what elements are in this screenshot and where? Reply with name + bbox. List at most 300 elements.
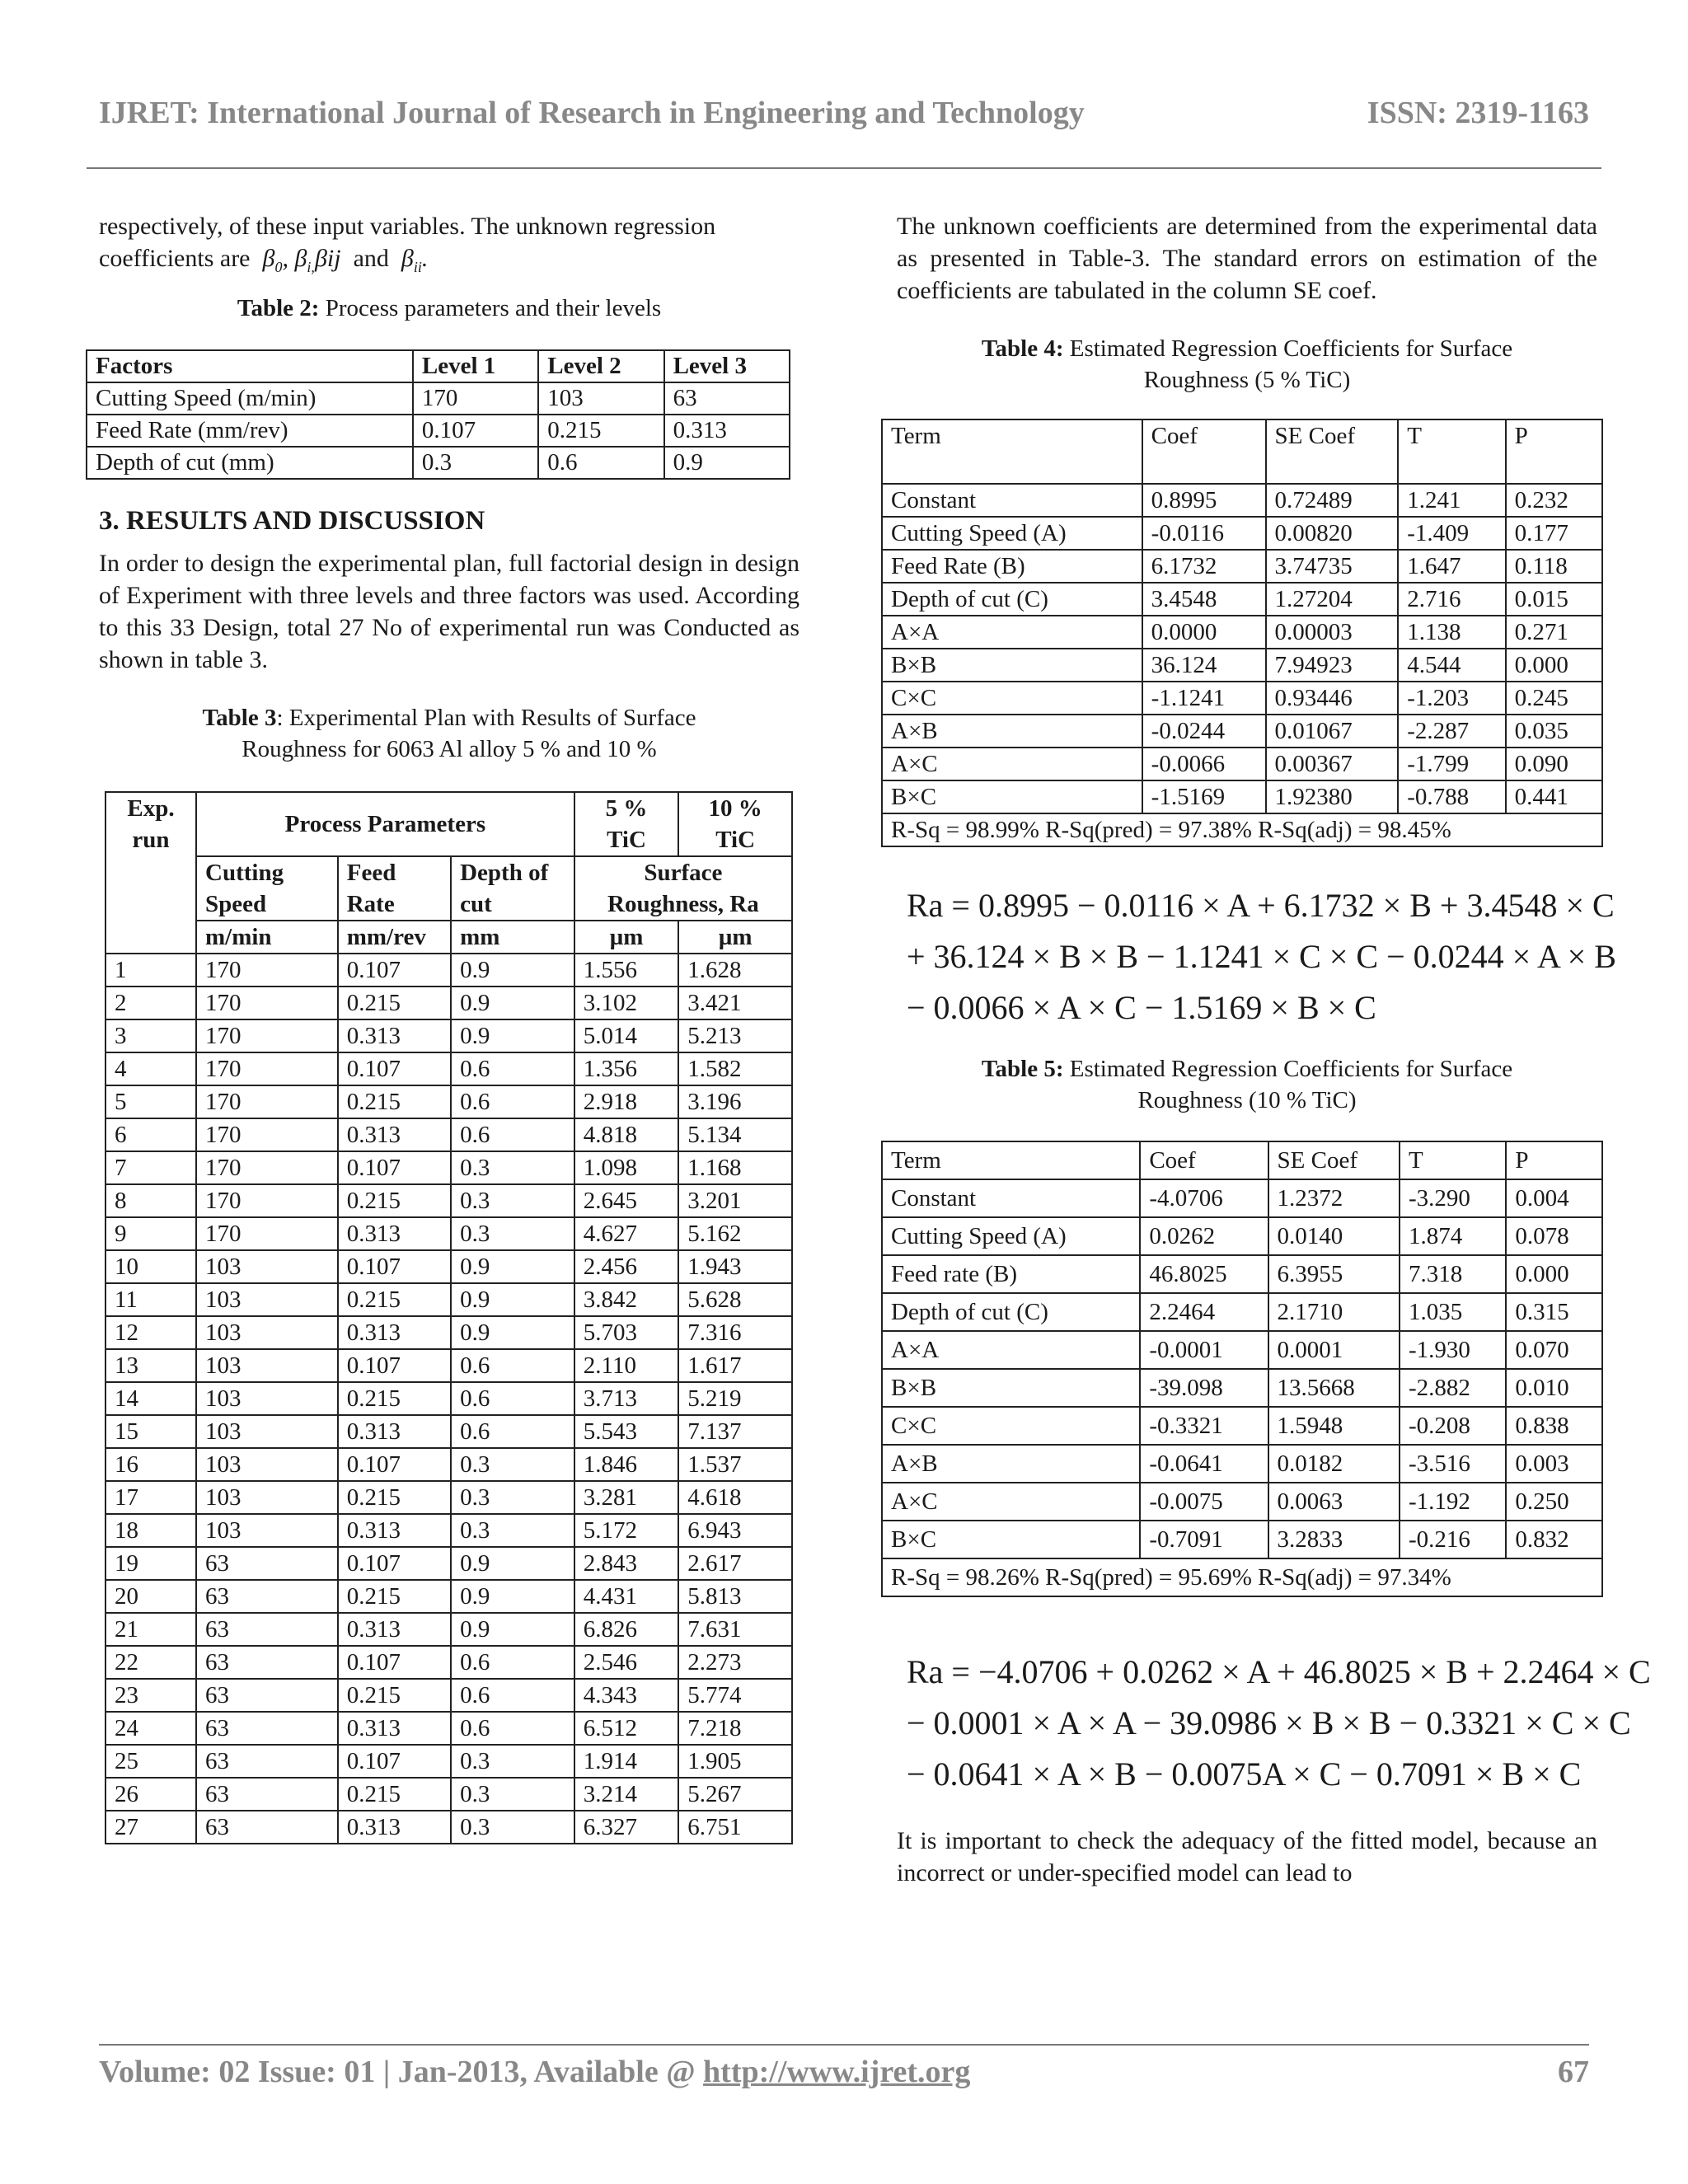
table-row xyxy=(882,1331,1602,1369)
table-cell: -4.0706 xyxy=(1140,1179,1268,1217)
table-cell: 0.3 xyxy=(451,1481,574,1514)
table-cell: 0.9 xyxy=(451,1547,574,1580)
table-cell: 5.213 xyxy=(678,1019,792,1052)
table-row xyxy=(882,1521,1602,1558)
table-cell: 0.6 xyxy=(538,447,663,479)
table-cell: 1.647 xyxy=(1398,550,1505,583)
table-cell: 170 xyxy=(196,1019,338,1052)
table-cell: 0.107 xyxy=(338,1448,451,1481)
table-cell: 3.842 xyxy=(574,1283,679,1316)
table-cell: 0.00003 xyxy=(1266,616,1399,649)
table-cell: 63 xyxy=(196,1679,338,1712)
th-unit-feed: mm/rev xyxy=(338,921,451,954)
table-cell: 7 xyxy=(106,1151,196,1184)
table-cell: 2.110 xyxy=(574,1349,679,1382)
table-cell: 21 xyxy=(106,1613,196,1646)
table-cell: 0.3 xyxy=(451,1514,574,1547)
table-cell: 4.818 xyxy=(574,1118,679,1151)
table-row xyxy=(106,1646,792,1679)
table-row xyxy=(882,649,1602,682)
table-cell: 170 xyxy=(196,954,338,987)
table-cell: 170 xyxy=(196,1217,338,1250)
table-cell: 1.27204 xyxy=(1266,583,1399,616)
table-cell: B×B xyxy=(882,649,1142,682)
journal-title: IJRET: International Journal of Research in Engineering and Technology xyxy=(99,96,1085,130)
table-cell: 1.914 xyxy=(574,1745,679,1778)
table-row xyxy=(882,484,1602,517)
table-cell: -1.799 xyxy=(1398,748,1505,780)
table-cell: Feed Rate (B) xyxy=(882,550,1142,583)
table-cell: 103 xyxy=(196,1514,338,1547)
table-cell: 0.0140 xyxy=(1268,1217,1400,1255)
table-cell: 18 xyxy=(106,1514,196,1547)
table-cell: 0.8995 xyxy=(1142,484,1266,517)
left-column xyxy=(96,210,799,1844)
table-cell: 14 xyxy=(106,1382,196,1415)
table-cell: 0.315 xyxy=(1506,1293,1602,1331)
table-row xyxy=(106,1580,792,1613)
table-row xyxy=(882,715,1602,748)
th-cutting-speed: Cutting Speed xyxy=(196,856,338,921)
table3-caption: Table 3: Experimental Plan with Results of Surface Roughness for 6063 Al alloy 5 % and 10 % xyxy=(202,705,696,762)
table-cell: 0.215 xyxy=(338,987,451,1019)
table-row xyxy=(882,780,1602,813)
table-cell: 0.215 xyxy=(538,415,663,447)
table-row xyxy=(106,1283,792,1316)
table-cell: 170 xyxy=(413,382,538,415)
table-cell: 0.177 xyxy=(1506,517,1602,550)
right-column xyxy=(891,210,1651,1889)
table-cell: 5.162 xyxy=(678,1217,792,1250)
table-cell: 13 xyxy=(106,1349,196,1382)
table-cell: 2.1710 xyxy=(1268,1293,1400,1331)
table-cell: 0.6 xyxy=(451,1382,574,1415)
table-cell: 5.774 xyxy=(678,1679,792,1712)
table-cell: 63 xyxy=(196,1580,338,1613)
table-row xyxy=(106,1415,792,1448)
table-cell: 0.107 xyxy=(338,1151,451,1184)
table-cell: 0.313 xyxy=(338,1316,451,1349)
table-row xyxy=(106,1250,792,1283)
footer-volume: Volume: 02 Issue: 01 | Jan-2013, Available @ http://www.ijret.org xyxy=(99,2055,971,2089)
page-header xyxy=(99,95,1589,131)
table-cell: 0.9 xyxy=(451,1019,574,1052)
table-cell: 8 xyxy=(106,1184,196,1217)
table-row xyxy=(882,550,1602,583)
table-row xyxy=(882,616,1602,649)
table-cell: 3.214 xyxy=(574,1778,679,1811)
table-row xyxy=(882,1217,1602,1255)
table-cell: 3.201 xyxy=(678,1184,792,1217)
table-cell: 26 xyxy=(106,1778,196,1811)
table-cell: -0.0075 xyxy=(1140,1483,1268,1521)
table-cell: 0.0262 xyxy=(1140,1217,1268,1255)
table-cell: 0.6 xyxy=(451,1415,574,1448)
table3 xyxy=(105,791,793,1844)
table-cell: 5.543 xyxy=(574,1415,679,1448)
table-cell: 0.6 xyxy=(451,1349,574,1382)
table-cell: 0.313 xyxy=(338,1217,451,1250)
table-cell: 1.943 xyxy=(678,1250,792,1283)
table-cell: 0.107 xyxy=(338,1547,451,1580)
table-row xyxy=(106,1679,792,1712)
intro-paragraph: respectively, of these input variables. The unknown regression coefficients are $\beta_0$, $\beta_{i,}\beta ij$ and $\beta_{ii}$. xyxy=(99,213,716,275)
table-cell: 103 xyxy=(196,1316,338,1349)
table-row xyxy=(882,1255,1602,1293)
table-cell: 46.8025 xyxy=(1140,1255,1268,1293)
th-unit-depth: mm xyxy=(451,921,574,954)
table-cell: 0.090 xyxy=(1506,748,1602,780)
table-cell: 0.070 xyxy=(1506,1331,1602,1369)
table-cell: 11 xyxy=(106,1283,196,1316)
table-cell: -0.0001 xyxy=(1140,1331,1268,1369)
table-cell: 0.9 xyxy=(451,1613,574,1646)
table-cell: 6 xyxy=(106,1118,196,1151)
table-cell: -1.203 xyxy=(1398,682,1505,715)
table-cell: B×C xyxy=(882,1521,1140,1558)
table-cell: 0.215 xyxy=(338,1184,451,1217)
table-cell: -3.290 xyxy=(1400,1179,1506,1217)
th-5-tic: 5 % TiC xyxy=(574,792,679,856)
table-cell: 0.107 xyxy=(338,1646,451,1679)
table-cell: 63 xyxy=(196,1613,338,1646)
table-cell: 63 xyxy=(196,1745,338,1778)
right-intro-paragraph: The unknown coefficients are determined from the experimental data as presented in Table-3. The standard errors on estimation of the coefficients are tabulated in the column SE coef. xyxy=(897,213,1597,304)
table-cell: 0.3 xyxy=(451,1184,574,1217)
table-cell: 0.72489 xyxy=(1266,484,1399,517)
table2 xyxy=(86,349,790,480)
table-cell: Cutting Speed (A) xyxy=(882,1217,1140,1255)
table-cell: 0.838 xyxy=(1506,1407,1602,1445)
table-cell: -1.5169 xyxy=(1142,780,1266,813)
table-cell: 5.219 xyxy=(678,1382,792,1415)
table-cell: 2.918 xyxy=(574,1085,679,1118)
table-header-cell: SE Coef xyxy=(1266,419,1399,484)
table-row xyxy=(87,415,790,447)
table-cell: 3.102 xyxy=(574,987,679,1019)
table-header-cell: T xyxy=(1398,419,1505,484)
table-cell: 1.556 xyxy=(574,954,679,987)
table-cell: 36.124 xyxy=(1142,649,1266,682)
table-cell: 24 xyxy=(106,1712,196,1745)
table-cell: 0.9 xyxy=(451,1250,574,1283)
table-cell: -0.216 xyxy=(1400,1521,1506,1558)
table-summary-row xyxy=(882,813,1602,846)
table-header-cell: Factors xyxy=(87,350,413,382)
table-row xyxy=(106,1448,792,1481)
table-cell: 7.318 xyxy=(1400,1255,1506,1293)
table-cell: 103 xyxy=(196,1415,338,1448)
table-cell: 1.356 xyxy=(574,1052,679,1085)
table-cell: 0.215 xyxy=(338,1778,451,1811)
table-cell: Depth of cut (C) xyxy=(882,1293,1140,1331)
table-row xyxy=(106,1085,792,1118)
table-cell: A×A xyxy=(882,1331,1140,1369)
table-cell: 63 xyxy=(196,1811,338,1844)
th-process-params: Process Parameters xyxy=(196,792,574,856)
table-cell: 0.6 xyxy=(451,1118,574,1151)
table-summary-row xyxy=(882,1558,1602,1596)
table-cell: 3.196 xyxy=(678,1085,792,1118)
page-footer xyxy=(99,2054,1589,2090)
table-cell: 0.0000 xyxy=(1142,616,1266,649)
table-cell: 3.2833 xyxy=(1268,1521,1400,1558)
table-cell: 0.3 xyxy=(451,1217,574,1250)
table-cell: 2 xyxy=(106,987,196,1019)
table-cell: 103 xyxy=(196,1382,338,1415)
table-cell: 7.218 xyxy=(678,1712,792,1745)
table-cell: 5.813 xyxy=(678,1580,792,1613)
table-row xyxy=(882,1483,1602,1521)
issn: ISSN: 2319-1163 xyxy=(1367,96,1589,130)
table-cell: Depth of cut (C) xyxy=(882,583,1142,616)
table-cell: A×B xyxy=(882,1445,1140,1483)
table-cell: 103 xyxy=(196,1448,338,1481)
table-cell: 0.118 xyxy=(1506,550,1602,583)
table-cell: 1.874 xyxy=(1400,1217,1506,1255)
table-cell: 0.00367 xyxy=(1266,748,1399,780)
table-cell: 7.94923 xyxy=(1266,649,1399,682)
table-cell: 7.137 xyxy=(678,1415,792,1448)
table-header-cell: Level 2 xyxy=(538,350,663,382)
table-cell: 0.0001 xyxy=(1268,1331,1400,1369)
table-row xyxy=(882,517,1602,550)
table-cell: 103 xyxy=(538,382,663,415)
page-number: 67 xyxy=(1558,2055,1589,2089)
table-cell: 1.2372 xyxy=(1268,1179,1400,1217)
th-surface-roughness: Surface Roughness, Ra xyxy=(574,856,792,921)
table-cell: -1.409 xyxy=(1398,517,1505,550)
table-cell: 15 xyxy=(106,1415,196,1448)
table-cell: Feed Rate (mm/rev) xyxy=(87,415,413,447)
table-cell: 0.010 xyxy=(1506,1369,1602,1407)
table-cell: A×B xyxy=(882,715,1142,748)
table-row xyxy=(106,1019,792,1052)
table-cell: -0.3321 xyxy=(1140,1407,1268,1445)
table-cell: 27 xyxy=(106,1811,196,1844)
journal-link[interactable]: http://www.ijret.org xyxy=(703,2055,971,2089)
table-cell: 0.000 xyxy=(1506,1255,1602,1293)
table4-caption: Table 4: Estimated Regression Coefficients for Surface Roughness (5 % TiC) xyxy=(981,335,1513,393)
table-cell: 5.267 xyxy=(678,1778,792,1811)
table-row xyxy=(882,1293,1602,1331)
table-cell: 6.512 xyxy=(574,1712,679,1745)
table-cell: A×A xyxy=(882,616,1142,649)
table-row xyxy=(882,1445,1602,1483)
table-cell: 0.107 xyxy=(338,1052,451,1085)
table-cell: 0.9 xyxy=(451,1580,574,1613)
table-cell: 0.004 xyxy=(1506,1179,1602,1217)
table-cell: 19 xyxy=(106,1547,196,1580)
table-cell: 17 xyxy=(106,1481,196,1514)
equation-10-tic: Ra = −4.0706 + 0.0262 × A + 46.8025 × B + 2.2464 × C − 0.0001 × A × A − 39.0986 × B × B − 0.3321 × C × C − 0.0641 × A × B − 0.0075A × C − 0.7091 × B × C xyxy=(907,1653,1651,1793)
table-cell: 170 xyxy=(196,987,338,1019)
closing-paragraph: It is important to check the adequacy of the fitted model, because an incorrect or under-specified model can lead to xyxy=(897,1827,1597,1886)
th-unit-10: µm xyxy=(678,921,792,954)
table-cell: C×C xyxy=(882,682,1142,715)
table-cell: 170 xyxy=(196,1184,338,1217)
table-cell: 0.3 xyxy=(451,1745,574,1778)
table-cell: 170 xyxy=(196,1085,338,1118)
table-row xyxy=(882,1179,1602,1217)
table-cell: -0.0641 xyxy=(1140,1445,1268,1483)
table-cell: -0.0116 xyxy=(1142,517,1266,550)
table-cell: 2.617 xyxy=(678,1547,792,1580)
table-cell: 0.313 xyxy=(338,1415,451,1448)
table-cell: -1.1241 xyxy=(1142,682,1266,715)
table-cell: 0.313 xyxy=(338,1514,451,1547)
table-cell: 0.6 xyxy=(451,1712,574,1745)
table-cell: 6.943 xyxy=(678,1514,792,1547)
table-cell: 103 xyxy=(196,1250,338,1283)
table-row xyxy=(106,1481,792,1514)
table-cell: 0.107 xyxy=(338,954,451,987)
table-cell: 5.172 xyxy=(574,1514,679,1547)
table-cell: 0.215 xyxy=(338,1382,451,1415)
table-cell: 3.421 xyxy=(678,987,792,1019)
table-row xyxy=(106,1811,792,1844)
th-10-tic: 10 % TiC xyxy=(678,792,792,856)
section-heading: 3. RESULTS AND DISCUSSION xyxy=(99,506,485,536)
table-cell: 0.000 xyxy=(1506,649,1602,682)
table-cell: 1.617 xyxy=(678,1349,792,1382)
table-header-cell: P xyxy=(1506,419,1602,484)
table-cell: 4.618 xyxy=(678,1481,792,1514)
table-cell: 0.250 xyxy=(1506,1483,1602,1521)
table-cell: 3.713 xyxy=(574,1382,679,1415)
table-cell: 0.215 xyxy=(338,1481,451,1514)
table-row xyxy=(87,447,790,479)
table-cell: 0.0063 xyxy=(1268,1483,1400,1521)
table-cell: 0.6 xyxy=(451,1052,574,1085)
table-cell: 0.003 xyxy=(1506,1445,1602,1483)
table-cell: Cutting Speed (A) xyxy=(882,517,1142,550)
table-cell: 1.92380 xyxy=(1266,780,1399,813)
table-row xyxy=(106,1184,792,1217)
table-cell: 0.6 xyxy=(451,1646,574,1679)
table-cell: -2.287 xyxy=(1398,715,1505,748)
table-cell: 3.4548 xyxy=(1142,583,1266,616)
table-cell: 3.74735 xyxy=(1266,550,1399,583)
table-cell: 3 xyxy=(106,1019,196,1052)
table-row xyxy=(106,1349,792,1382)
table-row xyxy=(106,1514,792,1547)
table4 xyxy=(881,419,1603,847)
table-cell: 1 xyxy=(106,954,196,987)
table-cell: 10 xyxy=(106,1250,196,1283)
table-cell: 0.107 xyxy=(338,1745,451,1778)
table-header-cell: Coef xyxy=(1142,419,1266,484)
table-cell: 1.241 xyxy=(1398,484,1505,517)
table-cell: 0.035 xyxy=(1506,715,1602,748)
table-cell: 7.316 xyxy=(678,1316,792,1349)
table-cell: 20 xyxy=(106,1580,196,1613)
table-cell: 0.313 xyxy=(338,1811,451,1844)
table-cell: 0.9 xyxy=(664,447,790,479)
th-unit-speed: m/min xyxy=(196,921,338,954)
table-cell: 5.014 xyxy=(574,1019,679,1052)
table-cell: 0.215 xyxy=(338,1580,451,1613)
table-cell: 6.3955 xyxy=(1268,1255,1400,1293)
table-cell: 7.631 xyxy=(678,1613,792,1646)
table-cell: 4.627 xyxy=(574,1217,679,1250)
table-cell: 0.832 xyxy=(1506,1521,1602,1558)
table-cell: 170 xyxy=(196,1151,338,1184)
table-cell: -1.192 xyxy=(1400,1483,1506,1521)
table-row xyxy=(882,583,1602,616)
table-cell: 0.107 xyxy=(338,1349,451,1382)
table-row xyxy=(106,1778,792,1811)
table-cell: 1.628 xyxy=(678,954,792,987)
table-cell: -0.7091 xyxy=(1140,1521,1268,1558)
table-cell: 25 xyxy=(106,1745,196,1778)
table-header-cell: Term xyxy=(882,1141,1140,1179)
table-cell: 6.1732 xyxy=(1142,550,1266,583)
table-cell: 63 xyxy=(196,1712,338,1745)
table-cell: 1.846 xyxy=(574,1448,679,1481)
table-header-cell: Level 3 xyxy=(664,350,790,382)
table-cell: 103 xyxy=(196,1283,338,1316)
table-row xyxy=(882,1407,1602,1445)
table-cell: 5.628 xyxy=(678,1283,792,1316)
table-cell: 1.035 xyxy=(1400,1293,1506,1331)
section-paragraph: In order to design the experimental plan, full factorial design in design of Experiment with three levels and three factors was used. According to this 33 Design, total 27 No of experimental run was Conducted as shown in table 3. xyxy=(99,550,799,673)
table-cell: 0.9 xyxy=(451,1283,574,1316)
table-cell: 0.015 xyxy=(1506,583,1602,616)
table-cell: 22 xyxy=(106,1646,196,1679)
table-cell: 0.9 xyxy=(451,987,574,1019)
table-header-cell: P xyxy=(1506,1141,1602,1179)
table-cell: C×C xyxy=(882,1407,1140,1445)
table-row xyxy=(106,1151,792,1184)
table-cell: B×C xyxy=(882,780,1142,813)
th-unit-5: µm xyxy=(574,921,679,954)
table-cell: 63 xyxy=(664,382,790,415)
table-header-cell: SE Coef xyxy=(1268,1141,1400,1179)
table-cell: 0.9 xyxy=(451,954,574,987)
table-cell: 6.751 xyxy=(678,1811,792,1844)
table-row xyxy=(106,1217,792,1250)
table-cell: 12 xyxy=(106,1316,196,1349)
table-cell: 0.215 xyxy=(338,1085,451,1118)
table-cell: 3.281 xyxy=(574,1481,679,1514)
table-cell: 6.327 xyxy=(574,1811,679,1844)
table-cell: 103 xyxy=(196,1481,338,1514)
table-row xyxy=(106,987,792,1019)
table-row xyxy=(882,748,1602,780)
table-cell: 13.5668 xyxy=(1268,1369,1400,1407)
table-row xyxy=(106,1745,792,1778)
table-cell: 0.107 xyxy=(338,1250,451,1283)
table-cell: -0.208 xyxy=(1400,1407,1506,1445)
table-cell: 5.703 xyxy=(574,1316,679,1349)
table-cell: 0.6 xyxy=(451,1085,574,1118)
table-cell: 103 xyxy=(196,1349,338,1382)
table-cell: 16 xyxy=(106,1448,196,1481)
table-cell: 23 xyxy=(106,1679,196,1712)
table-cell: 170 xyxy=(196,1118,338,1151)
table-row xyxy=(106,1052,792,1085)
table5 xyxy=(881,1141,1603,1597)
table-cell: 0.3 xyxy=(413,447,538,479)
th-depth-of-cut: Depth of cut xyxy=(451,856,574,921)
table-cell: 0.313 xyxy=(664,415,790,447)
table-cell: 6.826 xyxy=(574,1613,679,1646)
table-cell: 0.01067 xyxy=(1266,715,1399,748)
table5-caption: Table 5: Estimated Regression Coefficients for Surface Roughness (10 % TiC) xyxy=(981,1056,1513,1113)
table-cell: 0.313 xyxy=(338,1712,451,1745)
table-cell: -2.882 xyxy=(1400,1369,1506,1407)
